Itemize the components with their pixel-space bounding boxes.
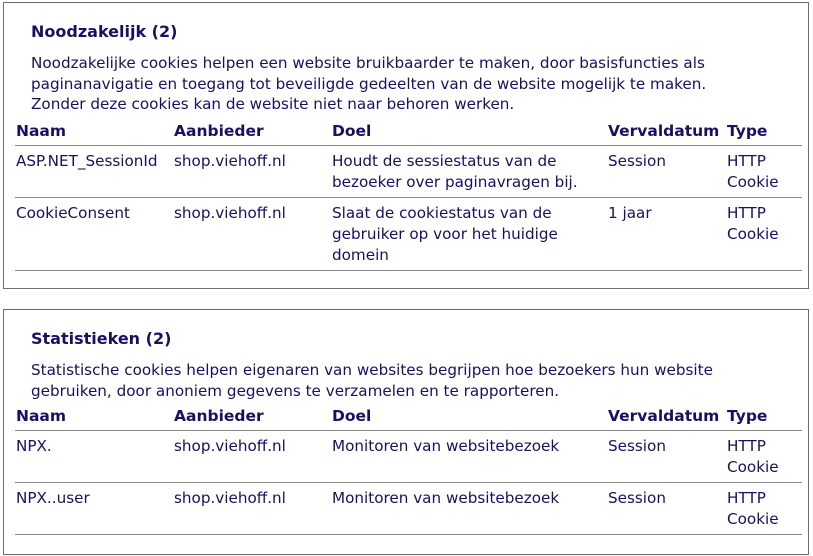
table-row: [15, 198, 802, 271]
column-header-vervaldatum: Vervaldatum: [608, 407, 720, 425]
column-header-naam: Naam: [16, 407, 67, 425]
column-header-aanbieder: Aanbieder: [174, 407, 264, 425]
cookie-section-necessary: [3, 2, 809, 289]
table-row: [15, 146, 802, 198]
cookie-section-statistics: [3, 309, 809, 555]
cookie-provider: shop.viehoff.nl: [174, 152, 286, 170]
column-header-doel: Doel: [332, 122, 372, 140]
cookie-type: HTTP Cookie: [727, 489, 779, 528]
cookie-name: NPX.: [16, 437, 52, 455]
section-title: Statistieken (2): [31, 329, 172, 348]
section-description: Statistische cookies helpen eigenaren van websites begrijpen hoe bezoekers hun website gebruiken, door anoniem gegevens te verzamelen en te rapporteren.: [31, 361, 713, 400]
table-header: [15, 406, 802, 431]
cookie-table: [15, 406, 802, 535]
cookie-expiry: Session: [608, 489, 666, 507]
cookie-expiry: Session: [608, 152, 666, 170]
cookie-type: HTTP Cookie: [727, 437, 779, 476]
column-header-type: Type: [727, 407, 768, 425]
table-row: [15, 483, 802, 535]
cookie-purpose: Houdt de sessiestatus van de bezoeker over paginavragen bij.: [332, 152, 578, 191]
cookie-expiry: 1 jaar: [608, 204, 652, 222]
cookie-purpose: Slaat de cookiestatus van de gebruiker op voor het huidige domein: [332, 204, 558, 264]
cookie-provider: shop.viehoff.nl: [174, 489, 286, 507]
section-description: Noodzakelijke cookies helpen een website bruikbaarder te maken, door basisfuncties als paginanavigatie en toegang tot beveiligde gedeelten van de website mogelijk te maken. Zonder deze cookies kan de website niet naar behoren werken.: [31, 54, 707, 113]
column-header-vervaldatum: Vervaldatum: [608, 122, 720, 140]
cookie-name: ASP.NET_SessionId: [16, 152, 158, 170]
cookie-expiry: Session: [608, 437, 666, 455]
cookie-purpose: Monitoren van websitebezoek: [332, 489, 560, 507]
cookie-provider: shop.viehoff.nl: [174, 437, 286, 455]
cookie-purpose: Monitoren van websitebezoek: [332, 437, 560, 455]
cookie-name: NPX..user: [16, 489, 90, 507]
cookie-type: HTTP Cookie: [727, 152, 779, 191]
column-header-aanbieder: Aanbieder: [174, 122, 264, 140]
column-header-type: Type: [727, 122, 768, 140]
cookie-name: CookieConsent: [16, 204, 130, 222]
column-header-naam: Naam: [16, 122, 67, 140]
cookie-type: HTTP Cookie: [727, 204, 779, 243]
cookie-table: [15, 121, 802, 271]
table-header: [15, 121, 802, 146]
table-row: [15, 431, 802, 483]
column-header-doel: Doel: [332, 407, 372, 425]
cookie-provider: shop.viehoff.nl: [174, 204, 286, 222]
section-title: Noodzakelijk (2): [31, 22, 178, 41]
